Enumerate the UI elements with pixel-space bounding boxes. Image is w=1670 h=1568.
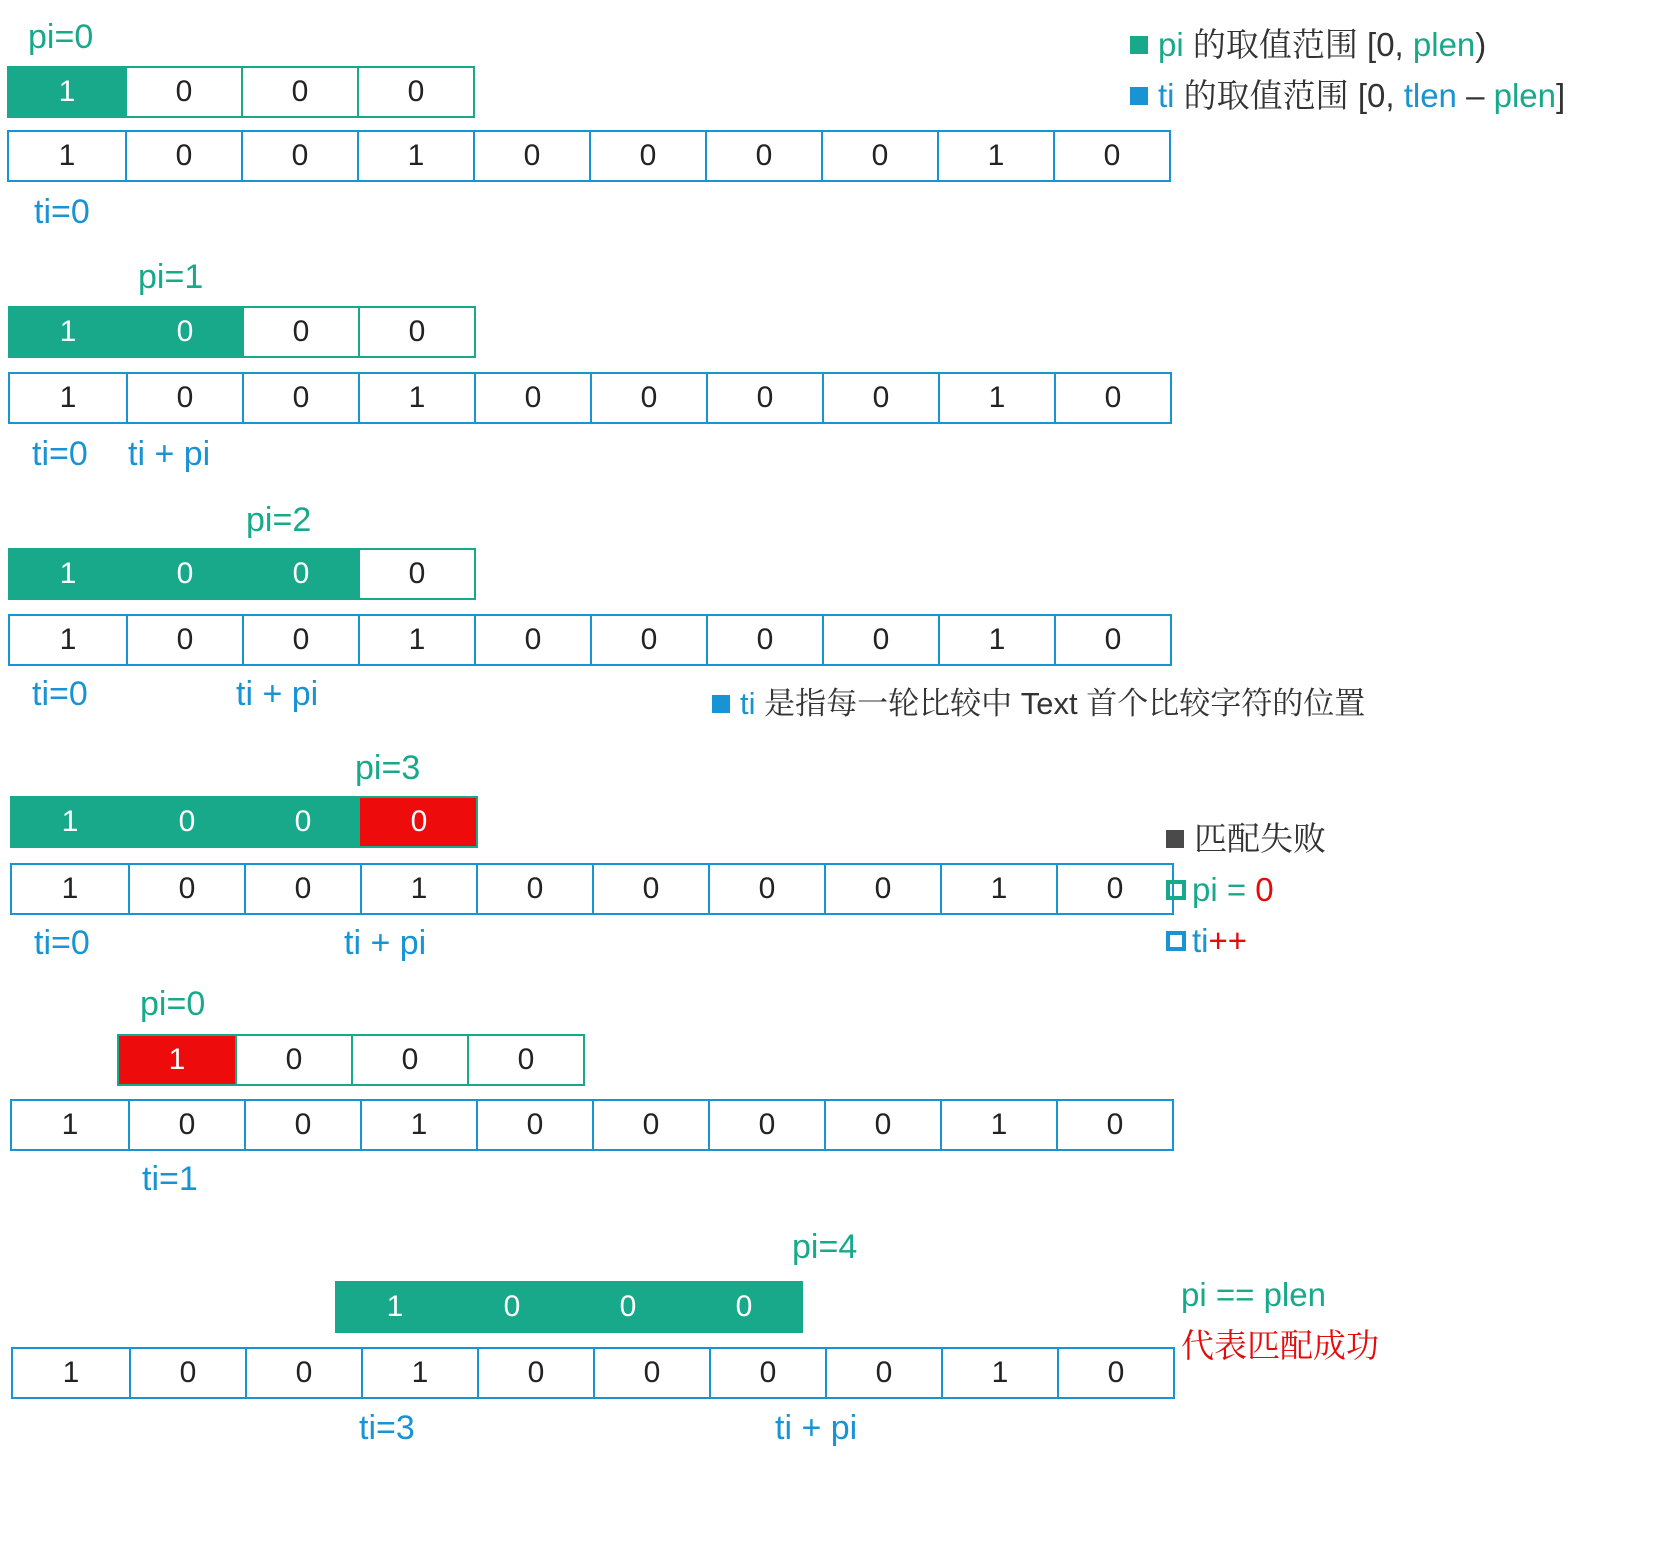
ti-label: ti=3 [359,1409,415,1447]
text-cell: 0 [126,374,242,422]
ti-label: ti=1 [142,1160,198,1198]
pi-label: pi=0 [28,18,94,56]
blue-square-icon [712,695,730,713]
text-row [10,1099,1174,1151]
plen-term: plen [1493,77,1557,114]
pi-reset-legend [1166,873,1274,906]
text-cell: 0 [241,132,357,180]
fail-legend-title [1166,822,1326,855]
ti-label: ti=0 [32,435,88,473]
text-cell: 0 [242,616,358,664]
ti-plus-pi-label: ti + pi [128,435,211,473]
pattern-row [10,796,478,848]
text-cell: 0 [1053,132,1169,180]
ti-plus-pi-label: ti + pi [344,924,427,962]
dark-square-icon [1166,830,1184,848]
text-cell: 0 [129,1349,245,1397]
pi-label: pi=3 [355,749,421,787]
pattern-cell: 0 [453,1283,569,1331]
pattern-cell: 0 [126,308,242,356]
pattern-row [8,306,476,358]
text-cell: 0 [477,1349,593,1397]
pattern-row [8,548,476,600]
text-cell: 1 [62,1356,80,1389]
ti-note-text: 是指每一轮比较中 Text 首个比较字符的位置 [755,686,1366,721]
ti-plus-pi-label: ti + pi [775,1409,858,1447]
text-cell: 1 [58,139,76,172]
text-cell: 0 [1057,1349,1173,1397]
text-cell: 0 [125,132,241,180]
text-cell: 0 [592,1101,708,1149]
pattern-cell: 0 [360,798,476,846]
pattern-cell: 1 [337,1283,453,1331]
pi-term: pi [1192,871,1218,908]
pattern-cell: 0 [126,550,242,598]
zero-value: 0 [1255,871,1274,908]
text-cell: 0 [593,1349,709,1397]
text-cell: 1 [938,374,1054,422]
success-condition: pi == plen [1181,1276,1326,1313]
text-row [8,372,1172,424]
equals-sign: = [1217,871,1256,908]
pattern-cell: 0 [244,798,360,846]
text-cell: 0 [474,616,590,664]
blue-outline-square-icon [1166,931,1186,951]
ti-definition-note [712,688,1365,719]
pi-term: pi [1158,26,1184,63]
text-cell: 0 [1056,1101,1172,1149]
minus-sign: – [1456,77,1494,114]
text-cell: 1 [358,374,474,422]
text-cell: 1 [940,1101,1056,1149]
pi-label: pi=2 [246,501,312,539]
pattern-row [335,1281,803,1333]
text-cell: 0 [474,374,590,422]
pi-label: pi=1 [138,258,204,296]
text-cell: 0 [705,132,821,180]
text-cell: 0 [245,1349,361,1397]
text-cell: 1 [938,616,1054,664]
pattern-row [117,1034,585,1086]
text-cell: 0 [590,374,706,422]
range-close: ] [1556,77,1566,114]
pattern-cell: 0 [569,1283,685,1331]
ti-label: ti=0 [34,193,90,231]
text-cell: 1 [59,381,77,414]
ti-range-legend [1130,79,1565,112]
pattern-cell: 1 [119,1036,235,1084]
text-row [8,614,1172,666]
pi-label: pi=4 [792,1228,858,1266]
green-square-icon [1130,36,1148,54]
text-cell: 0 [244,1101,360,1149]
text-cell: 0 [709,1349,825,1397]
pattern-cell: 1 [10,308,126,356]
text-cell: 1 [61,1108,79,1141]
pattern-cell: 0 [358,308,474,356]
pattern-cell: 0 [241,68,357,116]
text-cell: 0 [706,616,822,664]
text-cell: 1 [941,1349,1057,1397]
ti-term: ti [1158,77,1175,114]
text-cell: 0 [1056,865,1172,913]
text-cell: 0 [824,865,940,913]
ti-label: ti=0 [32,675,88,713]
pattern-row [7,66,475,118]
plen-term: plen [1412,26,1476,63]
text-cell: 1 [940,865,1056,913]
text-cell: 0 [1054,616,1170,664]
text-cell: 0 [822,374,938,422]
text-cell: 1 [360,1101,476,1149]
text-cell: 0 [126,616,242,664]
text-cell: 0 [590,616,706,664]
text-cell: 0 [589,132,705,180]
text-cell: 0 [824,1101,940,1149]
text-cell: 0 [473,132,589,180]
pattern-cell: 0 [357,68,473,116]
increment-operator: ++ [1208,922,1248,959]
text-cell: 1 [358,616,474,664]
ti-term: ti [1192,922,1209,959]
pattern-cell: 1 [9,68,125,116]
pattern-cell: 0 [242,308,358,356]
range-text: 的取值范围 [0, [1174,77,1404,114]
text-row [11,1347,1175,1399]
range-close: ) [1475,26,1487,63]
ti-label: ti=0 [34,924,90,962]
ti-plus-pi-label: ti + pi [236,675,319,713]
tlen-term: tlen [1403,77,1457,114]
text-cell: 0 [476,865,592,913]
text-cell: 0 [128,865,244,913]
range-text: 的取值范围 [0, [1183,26,1413,63]
text-cell: 1 [360,865,476,913]
text-cell: 0 [476,1101,592,1149]
pattern-cell: 0 [358,550,474,598]
text-cell: 0 [1054,374,1170,422]
pattern-cell: 0 [128,798,244,846]
green-outline-square-icon [1166,880,1186,900]
pi-range-legend [1130,28,1486,61]
pattern-cell: 0 [235,1036,351,1084]
text-cell: 0 [128,1101,244,1149]
text-cell: 0 [708,865,824,913]
pattern-cell: 1 [12,798,128,846]
text-row [7,130,1171,182]
text-cell: 0 [706,374,822,422]
text-cell: 0 [822,616,938,664]
pattern-cell: 0 [685,1283,801,1331]
text-cell: 0 [244,865,360,913]
text-cell: 0 [242,374,358,422]
text-cell: 0 [592,865,708,913]
text-cell: 0 [708,1101,824,1149]
text-cell: 0 [825,1349,941,1397]
text-cell: 1 [61,872,79,905]
text-cell: 0 [821,132,937,180]
fail-title: 匹配失败 [1194,820,1326,857]
text-cell: 1 [937,132,1053,180]
pattern-cell: 0 [467,1036,583,1084]
ti-term: ti [740,686,756,721]
pi-label: pi=0 [140,985,206,1023]
pattern-cell: 0 [351,1036,467,1084]
pattern-cell: 0 [242,550,358,598]
text-cell: 1 [59,623,77,656]
blue-square-icon [1130,87,1148,105]
ti-increment-legend [1166,924,1247,957]
pattern-cell: 1 [10,550,126,598]
text-cell: 1 [357,132,473,180]
pattern-cell: 0 [125,68,241,116]
text-row [10,863,1174,915]
text-cell: 1 [361,1349,477,1397]
success-meaning: 代表匹配成功 [1181,1327,1379,1364]
